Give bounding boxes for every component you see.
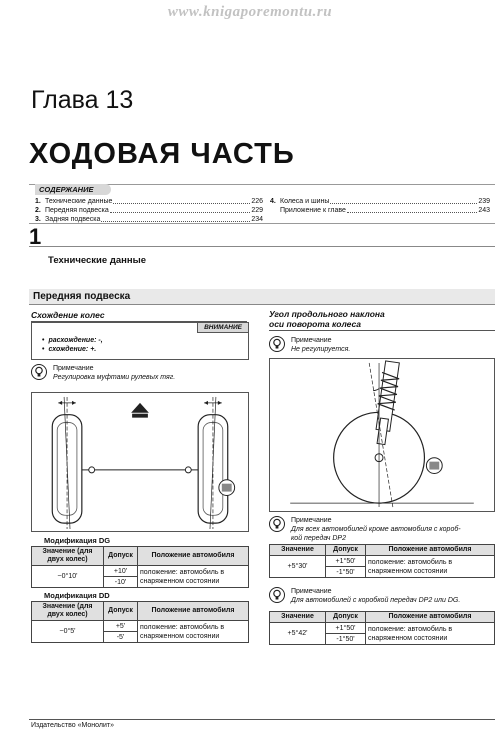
- toe-table-dg: [31, 546, 249, 588]
- table-row: -1°50': [270, 567, 495, 578]
- table-header: Значение: [270, 545, 326, 556]
- note-caster-all: Примечание Для всех автомобилей кроме автомобиля с короб- кой передач DP2: [269, 516, 495, 540]
- table-header: Допуск: [326, 612, 366, 623]
- table-header: Положение автомобиля: [138, 602, 249, 621]
- toe-diagram: [31, 392, 249, 532]
- toc-right-column: [270, 197, 490, 215]
- subsection-band: [29, 289, 495, 305]
- attention-list: [42, 336, 103, 354]
- caster-diagram: [269, 358, 495, 512]
- toc-item[interactable]: 3. Задняя подвеска 234: [35, 216, 263, 223]
- note-toe: Примечание Регулировка муфтами рулевых тяг.: [31, 364, 249, 384]
- table-header: Значение (для двух колес): [32, 547, 104, 566]
- toc-item[interactable]: 2. Передняя подвеска 229: [35, 207, 263, 214]
- subsection-title: Передняя подвеска: [33, 291, 131, 302]
- caster-table-2: [269, 611, 495, 645]
- caster-heading-rule: [269, 330, 495, 331]
- watermark: www.knigaporemontu.ru: [167, 4, 333, 20]
- table-row: ~0°10' +10' положение: автомобиль в снаряженном состоянии: [32, 566, 249, 577]
- toc-item[interactable]: 1. Технические данные 226: [35, 198, 263, 205]
- note-icon: [269, 336, 285, 352]
- note-caster: Примечание Не регулируется.: [269, 336, 495, 356]
- table-header: Допуск: [104, 602, 138, 621]
- section-divider: [29, 246, 495, 247]
- attention-item: • схождение: +.: [42, 345, 103, 354]
- table-header: Допуск: [104, 547, 138, 566]
- table-header: Положение автомобиля: [366, 612, 495, 623]
- table-header: Значение: [270, 612, 326, 623]
- table-row: +5°42' +1°50' положение: автомобиль в снаряженном состоянии: [270, 623, 495, 634]
- table-header: Положение автомобиля: [138, 547, 249, 566]
- note-caster-dp2: Примечание Для автомобилей с коробкой передач DP2 или DG.: [269, 587, 495, 607]
- footer-divider: [29, 719, 495, 720]
- toc-item[interactable]: Приложение к главе 243: [280, 207, 490, 214]
- chapter-label: Глава 13: [31, 86, 134, 114]
- table-header: Положение автомобиля: [366, 545, 495, 556]
- caster-table-1: [269, 544, 495, 578]
- modification-dg-label: Модификация DG: [44, 536, 111, 545]
- toe-heading: Схождение колес: [31, 310, 247, 322]
- attention-box: [31, 322, 249, 360]
- attention-tag: ВНИМАНИЕ: [197, 322, 249, 333]
- table-header: Значение (для двух колес): [32, 602, 104, 621]
- caster-heading: Угол продольного наклона оси поворота колеса: [269, 309, 385, 329]
- section-number: 1: [29, 224, 42, 249]
- table-row: -10': [32, 577, 249, 588]
- toc-left-column: [35, 197, 263, 224]
- note-icon: [31, 364, 47, 380]
- table-row: ~0°5' +5' положение: автомобиль в снаряженном состоянии: [32, 621, 249, 632]
- note-icon: [269, 587, 285, 603]
- page-title: ХОДОВАЯ ЧАСТЬ: [29, 138, 295, 170]
- modification-dd-label: Модификация DD: [44, 591, 110, 600]
- attention-item: • расхождение: -,: [42, 336, 103, 345]
- table-row: -1°50': [270, 634, 495, 645]
- table-header: Допуск: [326, 545, 366, 556]
- toc-header: СОДЕРЖАНИЕ: [35, 184, 111, 195]
- toc-item[interactable]: 4. Колеса и шины 239: [270, 198, 490, 205]
- section-title: Технические данные: [48, 255, 147, 266]
- toe-table-dd: [31, 601, 249, 643]
- table-row: -5': [32, 632, 249, 643]
- toc-box: [29, 184, 495, 224]
- note-icon: [269, 516, 285, 532]
- publisher-footer: Издательство «Монолит»: [31, 722, 115, 729]
- table-row: +5°30' +1°50' положение: автомобиль в снаряженном состоянии: [270, 556, 495, 567]
